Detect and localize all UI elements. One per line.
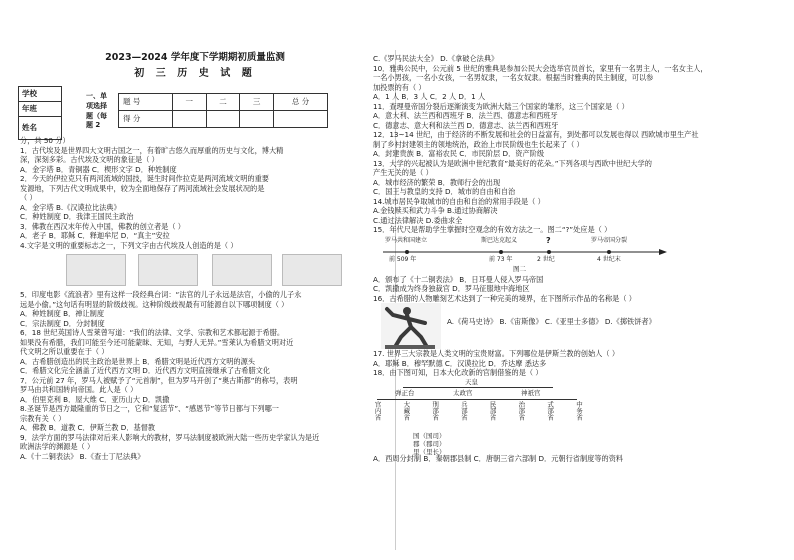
timeline-point (499, 250, 503, 254)
script-image-d (282, 254, 342, 286)
answer-options: C．种姓制度 D．我津王国民主政治 (20, 212, 134, 221)
name-label: 姓名 (19, 117, 62, 140)
timeline-label: 罗马共和国建立 (385, 236, 428, 244)
diagram-node: 神祇官 (521, 388, 541, 397)
class-label: 年班 (19, 102, 62, 117)
question-line: 制了乡村封建领主的领地统治，政治上市民阶级也生长起来了（ ） (373, 139, 584, 149)
question-line: 11．查理曼帝国分裂后逐渐演变为欧洲大陆三个国家的雏形，这三个国家是（ ） (373, 101, 629, 111)
timeline-figure (373, 235, 773, 275)
diagram-local: 郡（郡司） (413, 439, 446, 448)
answer-options: A.《荷马史诗》 B.《宙斯像》 C.《亚里士多德》 D.《掷铁饼者》 (447, 317, 656, 326)
question-line: 欧洲法学的渊源是（ ） (20, 442, 95, 451)
question-line: 代文明之所以重要在于（ ） (20, 347, 109, 356)
answer-options: A．种姓制度 B．禅让制度 (20, 309, 105, 318)
diagram-local: 里（里长） (413, 447, 446, 456)
question-line: 6．18 世纪英国诗人雪莱曾写道：“我们的法律、文学、宗教和艺术都起源于希腊。 (20, 328, 285, 337)
timeline-label: 斯巴达克起义 (481, 236, 518, 244)
score-cell[interactable] (206, 111, 240, 128)
timeline-arrow (659, 249, 667, 255)
question-line: 远是小偷。”这句话有明显的阶级歧视。这种阶级歧视最有可能源自以下哪项制度（ ） (20, 299, 289, 309)
question-line: 14.城市居民争取城市的自由和自治的常用手段是（ ） (373, 196, 545, 206)
score-table (118, 93, 328, 128)
answer-options: A．意大利、法兰西和西班牙 B．法兰西、德意志和西班牙 (373, 111, 558, 120)
timeline-label: 4 世纪末 (597, 255, 621, 263)
question-line: （ ） (20, 193, 37, 202)
script-image-c (212, 254, 272, 286)
answer-options: A．城市经济的繁荣 B．教师行会的出现 (373, 177, 501, 187)
timeline-point (547, 250, 551, 254)
question-line: 如果没有希腊，我们可能至今还可能蒙昧、无知，与野人无异。”雪莱认为希腊文明对近 (20, 337, 294, 347)
score-header-cell: 一 (172, 94, 206, 111)
question-line: 16．古希腊的人物雕刻艺术达到了一种完美的境界，在下图所示作品的名称是（ ） (373, 293, 636, 303)
question-line: 深，深刻多彩。古代埃及文明的象征是（ ） (20, 155, 159, 164)
answer-options: A．伯里克利 B．屋大维 C．亚历山大 D．凯撒 (20, 394, 170, 404)
answer-options: A．颁布了《十二铜表法》 B．日耳曼人侵入罗马帝国 (373, 274, 544, 284)
script-image-a (66, 254, 126, 286)
answer-options: A．西周分封制 B．秦朝郡县制 C．唐朝三省六部制 D．元朝行省制度等的资料 (373, 453, 624, 463)
dept-node: 大藏省 (402, 400, 411, 420)
answer-options: A．金字塔 B．青铜器 C．楔形文字 D．种姓制度 (20, 164, 177, 174)
answer-options: A．封建贵族 B．富裕农民 C．市民阶层 D．资产阶级 (373, 149, 545, 158)
score-header-cell: 题 号 (119, 94, 173, 111)
diagram-top: 天皇 (465, 377, 478, 386)
question-line: 7．公元前 27 年，罗马人被赋予了“元首制”，但为罗马开创了“奥古斯都”的称号，表明 (20, 375, 298, 385)
score-cell[interactable] (172, 111, 206, 128)
statue-figure (373, 303, 773, 349)
question-line: 15．年代尺是帮助学生掌握时空观念的有效方法之一。图二“?”处应是（ ） (373, 225, 612, 234)
question-line: 1．古代埃及是世界四大文明古国之一，有着旷古悠久而厚重的历史与文化，博大精 (20, 145, 284, 155)
diagram-node: 弹正台 (395, 388, 415, 397)
answer-options: A．耶稣 B．穆罕默德 C．汉谟拉比 D．乔达摩 悉达多 (373, 358, 547, 368)
answer-options: C．国王与教皇的支持 D．城市的自由和自治 (373, 187, 516, 196)
question-line: 罗马由共和国转向帝国。此人是（ ） (20, 385, 138, 394)
diagram-local: 国（国司） (413, 431, 446, 440)
right-column (373, 54, 773, 463)
section-label: 一、单 项选择 题（每 题 2 (86, 92, 107, 130)
question-line: 3．佛教在西汉末年传入中国，佛教的创立者是（ ） (20, 221, 185, 231)
timeline-point (405, 250, 409, 254)
question-line: 加投票的有（ ） (373, 82, 426, 92)
dept-node: 治部省 (517, 400, 526, 420)
score-header-cell: 总 分 (274, 94, 328, 111)
question-line: 13．大学的兴起被认为是欧洲中世纪教育”最美好的花朵。”下列各项与西欧中世纪大学的 (373, 158, 652, 168)
diagram-line (377, 399, 577, 400)
script-images-row (20, 252, 386, 288)
discus-thrower-image (381, 303, 441, 349)
question-line: 分，共 50 分） (20, 136, 70, 145)
dept-node: 宫内省 (373, 400, 382, 420)
score-row-label: 得 分 (119, 111, 173, 128)
diagram-node: 太政官 (453, 388, 473, 397)
score-cell[interactable] (274, 111, 328, 128)
question-line: 产生无关的是（ ） (373, 168, 433, 177)
school-label: 学校 (19, 87, 62, 102)
question-line: 5．印度电影《流浪者》里有这样一段经典台词：“法官的儿子永远是法官，小偷的儿子永 (20, 290, 302, 299)
timeline-label: 前 73 年 (489, 255, 513, 263)
question-line: 2．今天的伊拉克只有两河流域的国技，诞生时间作拉克是两河流域文明的重要 (20, 174, 269, 183)
question-line: 发源地，下列古代文明成果中，较为全面地保存了两河流域社会发展状况的是 (20, 183, 265, 193)
answer-options: A．老子 B．耶稣 C．释迦牟尼 D．“真主”安拉 (20, 231, 170, 240)
question-line: 宗教有关（ ） (20, 413, 66, 423)
question-line: 一名小男孩，一名小女孩，一名男奴隶，一名女奴隶。根据当时雅典的民主制度，可以参 (373, 73, 654, 82)
answer-options: C．宗法制度 D．分封制度 (20, 318, 105, 328)
answer-options: C．希腊文化完全涵盖了近代西方文明 D．近代西方文明直接继承了古希腊文化 (20, 366, 271, 375)
question-line: 4.文字是文明的重要标志之一，下列文字由古代埃及人创造的是（ ） (20, 240, 238, 250)
score-cell[interactable] (240, 111, 274, 128)
question-line: 10．雅典公民中，公元前 5 世纪的雅典是参加公民大会选举官员首长，家里有一名男主人，一名女主人， (373, 63, 708, 73)
timeline-point (607, 250, 611, 254)
timeline-label: 2 世纪 (537, 255, 555, 263)
dept-node: 兵部省 (459, 400, 468, 420)
question-line: 12．13~14 世纪，由于经济的不断发展和社会的日益富有，到处都可以发展也得以 西欧城市里生产社 (373, 130, 699, 139)
timeline-question: ? (546, 235, 551, 245)
timeline-label: 前 509 年 (389, 255, 417, 263)
answer-options: A．古希腊创造出的民主政治是世界上 B．希腊文明是近代西方文明的源头 (20, 356, 255, 366)
diagram-dept (373, 401, 583, 421)
dept-node: 民部省 (488, 400, 497, 420)
diagram-line (403, 387, 553, 388)
score-header-cell: 三 (240, 94, 274, 111)
exam-title: 2023—2024 学年度下学期期初质量监测 (105, 52, 285, 63)
answer-options: A．1 人 B．3 人 C．2 人 D．1 人 (373, 92, 486, 101)
student-info-table (18, 86, 62, 140)
timeline-caption: 图二 (513, 264, 526, 273)
government-diagram (373, 378, 773, 454)
dept-node: 式部省 (546, 400, 555, 420)
answer-options: C.《罗马民法大全》 D.《拿破仑法典》 (373, 54, 499, 63)
question-line: 8.圣诞节是西方最隆重的节日之一，它和“复活节”、“感恩节”等节日都与下列哪一 (20, 404, 279, 413)
answer-options: C.通过法律解决 D.委曲求全 (373, 215, 463, 225)
answer-options: C．凯撒成为终身独裁官 D．罗马征服地中海地区 (373, 284, 530, 293)
answer-options: C．德意志、意大利和法兰西 D．德意志、法兰西和西班牙 (373, 120, 559, 130)
score-header-cell: 二 (206, 94, 240, 111)
question-line: 18．由下图可知，日本大化改新的官制借鉴的是（ ） (373, 368, 543, 377)
script-image-b (138, 254, 198, 286)
exam-subtitle: 初 三 历 史 试 题 (134, 68, 256, 79)
question-line: 17. 世界三大宗教是人类文明的宝贵财富。下列哪位是伊斯兰教的创始人（ ） (373, 349, 620, 358)
dept-node: 中务省 (574, 400, 583, 420)
left-column (20, 136, 386, 461)
answer-options: A．金字塔 B.《汉谟拉比法典》 (20, 202, 121, 212)
dept-node: 刑部省 (431, 400, 440, 420)
question-line: 9．法学方面的罗马法律对后来人影响大的教材，罗马法制度被欧洲大陆一些历史学家认为是近 (20, 432, 320, 442)
answer-options: A.金钱赎买和武力斗争 B.通过协商解决 (373, 206, 498, 215)
answer-options: A.《十二铜表法》 B.《查士丁尼法典》 (20, 451, 145, 461)
answer-options: A．佛教 B．道教 C．伊斯兰教 D．基督教 (20, 423, 156, 432)
timeline-label: 罗马帝国分裂 (591, 236, 628, 244)
